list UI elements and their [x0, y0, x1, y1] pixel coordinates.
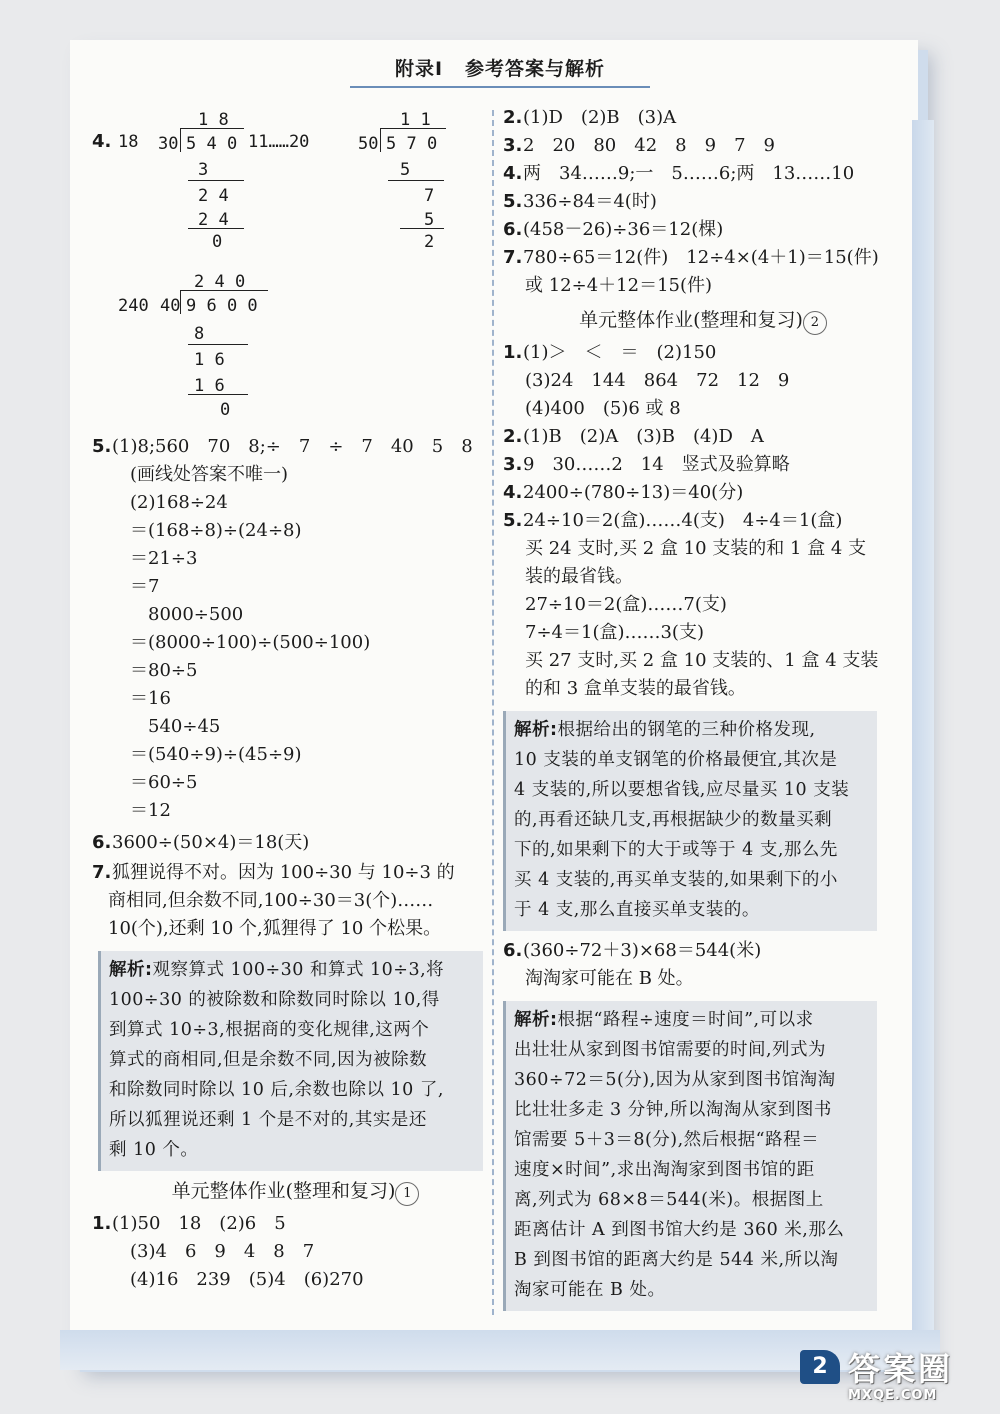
question-7	[92, 859, 483, 943]
answer-value: 11……20	[248, 132, 310, 152]
question-5	[92, 433, 483, 825]
answer-line: 两 34……9;一 5……6;两 13……10	[523, 163, 855, 184]
answer-line: 3600÷(50×4)＝18(天)	[112, 832, 310, 853]
analysis-label: 解析:	[514, 720, 558, 740]
divisor: 50	[358, 134, 379, 154]
step: 5	[400, 160, 411, 180]
step: 2	[424, 232, 435, 252]
analysis-line: 离,列式为 68×8＝544(米)。根据图上	[514, 1190, 824, 1210]
answer-value: 240	[118, 296, 149, 316]
analysis-line: 根据“路程÷速度＝时间”,可以求	[557, 1010, 814, 1030]
page-edge-shadow	[912, 120, 934, 1350]
answer-line: (1)＞ ＜ ＝ (2)150	[523, 342, 717, 363]
divisor: 30	[158, 134, 179, 154]
answer-line: 买 27 支时,买 2 盒 10 支装的、1 盒 4 支装	[525, 650, 879, 671]
analysis-line: 比壮壮多走 3 分钟,所以淘淘从家到图书	[514, 1100, 832, 1120]
question-number: 4.	[503, 482, 523, 503]
answer-line: (1)50 18 (2)6 5	[112, 1213, 286, 1234]
analysis-line: 根据给出的钢笔的三种价格发现,	[557, 720, 816, 740]
step: 0	[220, 400, 231, 420]
step: 7	[424, 186, 435, 206]
section-title-text: 单元整体作业(整理和复习)	[171, 1180, 396, 1202]
step-bar	[388, 180, 444, 181]
step-bar	[188, 180, 244, 181]
step: 1 6	[194, 350, 225, 370]
answer-line: (3)4 6 9 4 8 7	[130, 1241, 315, 1262]
q4-division-row	[92, 100, 483, 252]
analysis-line: 100÷30 的被除数和除数同时除以 10,得	[109, 990, 440, 1010]
answer-line: 商相同,但余数不同,100÷30＝3(个)……	[108, 890, 434, 911]
logo-text: 答案圈	[848, 1350, 954, 1388]
answer-line: 540÷45	[148, 716, 221, 737]
step: 2 4	[198, 186, 229, 206]
question-number: 2.	[503, 426, 523, 447]
answer-line: (1)B (2)A (3)B (4)D A	[523, 426, 764, 447]
analysis-label: 解析:	[109, 960, 153, 980]
answer-line: ＝16	[130, 688, 171, 709]
answer-line: (2)168÷24	[130, 492, 228, 513]
answer-line: 9 30……2 14 竖式及验算略	[523, 454, 790, 475]
answer-line: (4)16 239 (5)4 (6)270	[130, 1269, 364, 1290]
answer-line: 或 12÷4＋12＝15(件)	[525, 275, 713, 296]
answer-line: ＝(540÷9)÷(45÷9)	[130, 744, 302, 765]
q4-division-row-2	[108, 250, 483, 425]
division-bar	[180, 128, 244, 129]
step-bar	[188, 344, 248, 345]
section-title	[108, 1177, 483, 1206]
division-bracket	[380, 128, 381, 152]
answer-line: (360÷72＋3)×68＝544(米)	[523, 940, 762, 961]
answer-line: (1)D (2)B (3)A	[523, 107, 677, 128]
answer-line: ＝80÷5	[130, 660, 198, 681]
answer-line: 27÷10＝2(盒)……7(支)	[525, 594, 727, 615]
site-logo	[848, 1350, 988, 1408]
answer-line: ＝12	[130, 800, 171, 821]
analysis-line: 速度×时间”,求出淘淘家到图书馆的距	[514, 1160, 815, 1180]
quotient: 2 4 0	[194, 272, 246, 292]
analysis-line: 剩 10 个。	[109, 1140, 199, 1160]
division-bracket	[180, 128, 181, 152]
answer-line: ＝21÷3	[130, 548, 198, 569]
left-column	[92, 100, 483, 1294]
question-number: 3.	[503, 454, 523, 475]
analysis-line: B 到图书馆的距离大约是 544 米,所以淘	[514, 1250, 839, 1270]
question-number: 3.	[503, 135, 523, 156]
analysis-label: 解析:	[514, 1010, 558, 1030]
step: 3	[198, 160, 209, 180]
analysis-box	[503, 1001, 877, 1311]
answer-line: 淘淘家可能在 B 处。	[525, 968, 694, 989]
question-number: 5.	[92, 436, 112, 457]
step: 2 4	[198, 210, 229, 230]
analysis-line: 10 支装的单支钢笔的价格最便宜,其次是	[514, 750, 838, 770]
question-number: 5.	[503, 191, 523, 212]
answer-line: 2400÷(780÷13)＝40(分)	[523, 482, 744, 503]
quotient: 1 1	[400, 110, 431, 130]
division-bar	[380, 128, 446, 129]
section-title	[503, 306, 903, 335]
answer-line: 装的最省钱。	[525, 566, 633, 587]
answer-line: ＝(8000÷100)÷(500÷100)	[130, 632, 371, 653]
analysis-line: 的,再看还缺几支,再根据缺少的数量买剩	[514, 810, 833, 830]
page-number-tab: 2	[800, 1350, 840, 1384]
question-number: 2.	[503, 107, 523, 128]
answer-line: 的和 3 盒单支装的最省钱。	[525, 678, 746, 699]
analysis-line: 距离估计 A 到图书馆大约是 360 米,那么	[514, 1220, 845, 1240]
column-divider	[492, 110, 494, 1315]
answer-line: ＝7	[130, 576, 160, 597]
page-header	[350, 52, 650, 88]
question-number: 6.	[503, 940, 523, 961]
question-number: 7.	[503, 247, 523, 268]
analysis-line: 360÷72＝5(分),因为从家到图书馆淘淘	[514, 1070, 836, 1090]
section1-question-1	[92, 1210, 483, 1294]
header-appendix: 附录Ⅰ	[394, 58, 444, 80]
analysis-line: 算式的商相同,但是余数不同,因为被除数	[109, 1050, 428, 1070]
answer-line: 336÷84＝4(时)	[523, 191, 657, 212]
analysis-line: 观察算式 100÷30 和算式 10÷3,将	[152, 960, 445, 980]
answer-line: 7÷4＝1(盒)……3(支)	[525, 622, 704, 643]
answer-line: 狐狸说得不对。因为 100÷30 与 10÷3 的	[112, 862, 455, 883]
answer-line: (3)24 144 864 72 12 9	[525, 370, 790, 391]
answer-line: ＝60÷5	[130, 772, 198, 793]
answer-line: (458－26)÷36＝12(棵)	[523, 219, 724, 240]
analysis-line: 出壮壮从家到图书馆需要的时间,列式为	[514, 1040, 827, 1060]
question-number: 6.	[92, 832, 112, 853]
step-bar	[400, 228, 444, 229]
section-number-circle: 1	[395, 1182, 419, 1206]
answer-line: (1)8;560 70 8;÷ 7 ÷ 7 40 5 8	[112, 436, 473, 457]
answer-line: (4)400 (5)6 或 8	[525, 398, 681, 419]
answer-line: 24÷10＝2(盒)……4(支) 4÷4＝1(盒)	[523, 510, 843, 531]
analysis-line: 到算式 10÷3,根据商的变化规律,这两个	[109, 1020, 430, 1040]
answer-line: ＝(168÷8)÷(24÷8)	[130, 520, 302, 541]
question-number: 7.	[92, 862, 112, 883]
question-number: 5.	[503, 510, 523, 531]
analysis-line: 于 4 支,那么直接买单支装的。	[514, 900, 760, 920]
division-bar	[180, 290, 268, 291]
step: 1 6	[194, 376, 225, 396]
answer-line: 10(个),还剩 10 个,狐狸得了 10 个松果。	[108, 918, 442, 939]
analysis-line: 所以狐狸说还剩 1 个是不对的,其实是还	[109, 1110, 427, 1130]
section-number-circle: 2	[803, 311, 827, 335]
answer-value: 18	[118, 132, 139, 152]
analysis-line: 下的,如果剩下的大于或等于 4 支,那么先	[514, 840, 838, 860]
answer-line: 买 24 支时,买 2 盒 10 支装的和 1 盒 4 支	[525, 538, 867, 559]
question-number: 4.	[503, 163, 523, 184]
step: 8	[194, 324, 205, 344]
step: 0	[212, 232, 223, 252]
step-bar	[188, 394, 248, 395]
analysis-line: 馆需要 5＋3＝8(分),然后根据“路程＝	[514, 1130, 820, 1150]
analysis-box	[503, 711, 877, 931]
step: 5	[424, 210, 435, 230]
answer-line: 8000÷500	[148, 604, 244, 625]
quotient: 1 8	[198, 110, 229, 130]
answer-line: 2 20 80 42 8 9 7 9	[523, 135, 775, 156]
header-title: 参考答案与解析	[465, 58, 606, 80]
question-number: 1.	[92, 1213, 112, 1234]
answer-line: (画线处答案不唯一)	[130, 464, 289, 485]
analysis-line: 买 4 支装的,再买单支装的,如果剩下的小	[514, 870, 838, 890]
analysis-line: 4 支装的,所以要想省钱,应尽量买 10 支装	[514, 780, 850, 800]
section-title-text: 单元整体作业(整理和复习)	[579, 309, 803, 331]
logo-url: MXQE.COM	[848, 1388, 938, 1403]
question-number: 1.	[503, 342, 523, 363]
analysis-box	[98, 951, 483, 1171]
question-number: 6.	[503, 219, 523, 240]
question-6	[92, 829, 483, 857]
dividend: 5 4 0	[186, 134, 238, 154]
question-number: 4.	[92, 131, 112, 152]
analysis-line: 淘家可能在 B 处。	[514, 1280, 666, 1300]
analysis-line: 和除数同时除以 10 后,余数也除以 10 了,	[109, 1080, 444, 1100]
divisor: 40	[160, 296, 181, 316]
right-column	[503, 104, 903, 1317]
dividend: 9 6 0 0	[186, 296, 258, 316]
dividend: 5 7 0	[386, 134, 438, 154]
answer-line: 780÷65＝12(件) 12÷4×(4＋1)＝15(件)	[523, 247, 879, 268]
